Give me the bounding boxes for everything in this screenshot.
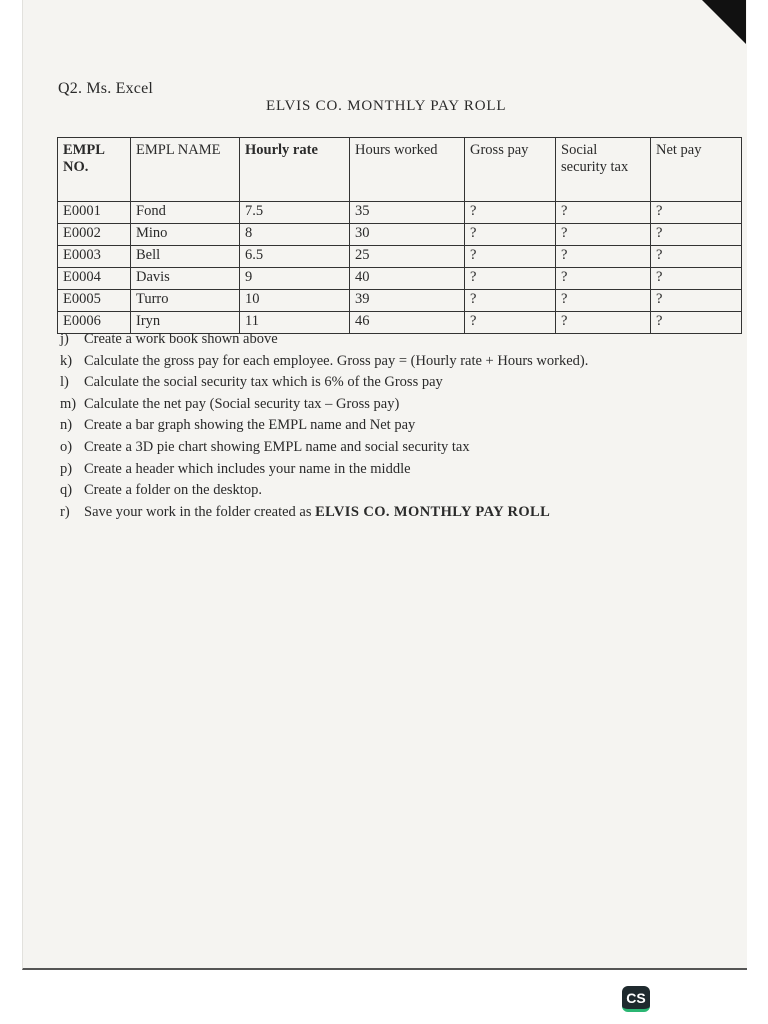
cell-hourly-rate: 8 <box>240 224 350 246</box>
instruction-list <box>60 331 588 525</box>
cell-empl-name: Turro <box>131 290 240 312</box>
cell-gross-pay: ? <box>465 290 556 312</box>
cell-net-pay: ? <box>651 312 742 334</box>
cell-hourly-rate: 7.5 <box>240 202 350 224</box>
header-hourly-rate: Hourly rate <box>240 138 350 202</box>
header-net-pay: Net pay <box>651 138 742 202</box>
table-row <box>58 246 742 268</box>
header-empl-no: EMPL NO. <box>58 138 131 202</box>
cell-hours-worked: 39 <box>350 290 465 312</box>
item-label: r) <box>60 503 70 520</box>
cell-hours-worked: 40 <box>350 268 465 290</box>
cell-empl-name: Iryn <box>131 312 240 334</box>
cell-empl-name: Davis <box>131 268 240 290</box>
list-item <box>60 396 588 418</box>
cell-hourly-rate: 6.5 <box>240 246 350 268</box>
page-corner-shadow <box>702 0 746 44</box>
cell-gross-pay: ? <box>465 224 556 246</box>
cell-empl-name: Fond <box>131 202 240 224</box>
table-header-row <box>58 138 742 202</box>
cell-social-security-tax: ? <box>556 268 651 290</box>
item-text: Create a work book shown above <box>84 331 278 347</box>
cell-hours-worked: 25 <box>350 246 465 268</box>
item-label: p) <box>60 460 73 477</box>
camscanner-logo-icon: CS <box>622 986 650 1012</box>
question-heading: Q2. Ms. Excel <box>58 80 154 97</box>
cell-empl-no: E0004 <box>58 268 131 290</box>
cell-social-security-tax: ? <box>556 290 651 312</box>
header-social-security-tax: Social security tax <box>556 138 651 202</box>
cell-empl-no: E0006 <box>58 312 131 334</box>
cell-net-pay: ? <box>651 246 742 268</box>
item-text: Calculate the gross pay for each employee. Gross pay = (Hourly rate + Hours worked). <box>84 352 589 369</box>
item-emphasis: ELVIS CO. MONTHLY PAY ROLL <box>315 503 551 520</box>
item-text: Save your work in the folder created as <box>84 503 316 520</box>
cell-social-security-tax: ? <box>556 202 651 224</box>
table-row <box>58 268 742 290</box>
cell-gross-pay: ? <box>465 246 556 268</box>
cell-net-pay: ? <box>651 290 742 312</box>
list-item <box>60 331 588 353</box>
cell-social-security-tax: ? <box>556 246 651 268</box>
cell-hourly-rate: 9 <box>240 268 350 290</box>
cell-gross-pay: ? <box>465 202 556 224</box>
item-text: Create a folder on the desktop. <box>84 482 262 499</box>
item-text: Create a bar graph showing the EMPL name and Net pay <box>84 417 416 434</box>
item-label: m) <box>60 395 77 412</box>
cell-hourly-rate: 11 <box>240 312 350 334</box>
header-hours-worked: Hours worked <box>350 138 465 202</box>
cell-empl-no: E0003 <box>58 246 131 268</box>
cell-hourly-rate: 10 <box>240 290 350 312</box>
list-item <box>60 374 588 396</box>
item-label: j) <box>60 331 69 347</box>
list-item <box>60 482 588 504</box>
table-row <box>58 290 742 312</box>
cell-net-pay: ? <box>651 202 742 224</box>
payroll-table <box>57 137 742 334</box>
cell-gross-pay: ? <box>465 268 556 290</box>
header-gross-pay: Gross pay <box>465 138 556 202</box>
list-item <box>60 353 588 375</box>
list-item <box>60 417 588 439</box>
cell-social-security-tax: ? <box>556 312 651 334</box>
item-label: o) <box>60 438 73 455</box>
item-label: k) <box>60 352 73 369</box>
list-item <box>60 504 588 526</box>
cell-empl-name: Bell <box>131 246 240 268</box>
table-row <box>58 224 742 246</box>
document-title: ELVIS CO. MONTHLY PAY ROLL <box>266 98 507 114</box>
cell-net-pay: ? <box>651 268 742 290</box>
list-item <box>60 439 588 461</box>
cell-empl-no: E0005 <box>58 290 131 312</box>
cell-empl-name: Mino <box>131 224 240 246</box>
cell-net-pay: ? <box>651 224 742 246</box>
item-text: Calculate the social security tax which is 6% of the Gross pay <box>84 374 443 391</box>
cell-gross-pay: ? <box>465 312 556 334</box>
item-text: Calculate the net pay (Social security tax – Gross pay) <box>84 395 400 412</box>
item-label: n) <box>60 417 73 434</box>
cell-social-security-tax: ? <box>556 224 651 246</box>
cell-hours-worked: 30 <box>350 224 465 246</box>
item-label: l) <box>60 374 69 391</box>
cell-empl-no: E0002 <box>58 224 131 246</box>
cell-hours-worked: 35 <box>350 202 465 224</box>
item-text: Create a header which includes your name in the middle <box>84 460 411 477</box>
item-label: q) <box>60 482 73 499</box>
header-empl-name: EMPL NAME <box>131 138 240 202</box>
list-item <box>60 461 588 483</box>
cell-hours-worked: 46 <box>350 312 465 334</box>
cell-empl-no: E0001 <box>58 202 131 224</box>
item-text: Create a 3D pie chart showing EMPL name and social security tax <box>84 438 470 455</box>
table-row <box>58 202 742 224</box>
